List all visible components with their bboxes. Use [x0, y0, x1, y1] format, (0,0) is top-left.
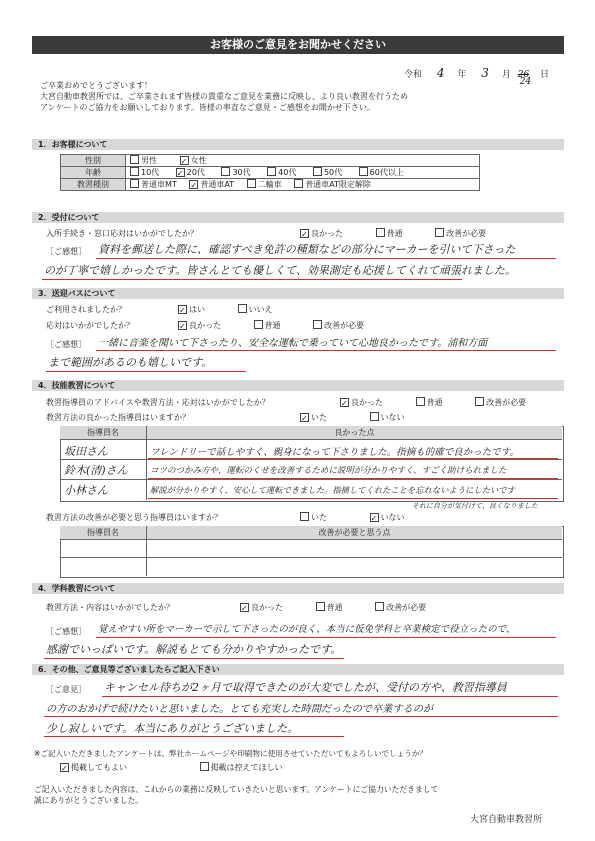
customer-info-table	[60, 154, 480, 191]
date-year-unit: 年	[457, 70, 467, 80]
divider	[60, 539, 562, 540]
checkbox-checked[interactable]: ✓	[176, 169, 184, 178]
intro-line: 大宮自動車教習所では、ご卒業されます皆様の貴重なご意見を業務に反映し、より良い教習を行うため	[40, 92, 408, 101]
bus-used-options	[178, 304, 273, 315]
other-comment-line: キャンセル待ちが2ヶ月で取得できたのが大変でしたが、受付の方や、教習指導員	[104, 681, 507, 694]
improve-points-header: 改善が必要と思う点	[147, 526, 562, 539]
good-point: 解説が分かりやすく、安心して運転できました。指摘してくれたことを忘れないようにしたいです	[150, 485, 515, 495]
bus-service-question: 応対はいかがでしたか？	[46, 321, 134, 330]
option-label: いない	[380, 513, 405, 522]
option-label: いない	[380, 413, 405, 422]
option-label: 良かった	[311, 229, 343, 238]
checkbox[interactable]	[300, 512, 309, 521]
red-underline	[42, 279, 462, 280]
checkbox[interactable]	[294, 179, 303, 188]
section-5-heading: 4．学科教習について	[32, 583, 564, 594]
option-label: いた	[311, 413, 327, 422]
checkbox[interactable]	[316, 602, 325, 611]
divider	[60, 439, 562, 440]
academic-comment-line: 感謝でいっぱいです。解説もとても分かりやすかったです。	[46, 643, 342, 656]
date-day-unit: 日	[540, 70, 550, 80]
red-underline	[44, 736, 344, 737]
page-title: お客様のご意見をお聞かせください	[32, 36, 564, 54]
option-label: 女性	[190, 156, 207, 165]
checkbox[interactable]	[254, 320, 263, 329]
option-label: 普通	[386, 229, 403, 238]
checkbox-checked[interactable]: ✓	[301, 230, 308, 239]
checkbox-checked[interactable]: ✓	[179, 322, 186, 331]
option-label: いた	[311, 513, 327, 522]
red-underline	[148, 478, 558, 479]
section-2-heading: 2．受付について	[32, 212, 564, 223]
footer-note	[34, 784, 438, 806]
reception-options	[300, 228, 486, 239]
academic-comment-line: 覚えやすい所をマーカーで示して下さったのが良く、本当に仮免学科と卒業検定で役立ったので、	[98, 624, 516, 635]
option-label: いいえ	[248, 305, 273, 314]
gender-options	[126, 155, 480, 167]
bus-service-options	[178, 320, 364, 331]
footer-line: 誠にありがとうございました。	[34, 796, 144, 805]
checkbox-checked[interactable]: ✓	[370, 514, 378, 523]
footer-line: ご記入いただきました内容は、これからの業務に反映していきたいと思います。アンケートにご協力いただきまして	[34, 785, 439, 794]
option-label: 良かった	[351, 398, 383, 407]
bus-comment-line: 一緒に音楽を聞いて下さったり、安全な運転で乗っていて心地良かったです。浦和方面	[98, 338, 488, 349]
option-label: 30代	[232, 168, 251, 177]
instructor-name: 小林さん	[64, 484, 108, 497]
red-underline	[148, 498, 558, 499]
option-label: 男性	[141, 156, 157, 165]
checkbox[interactable]	[416, 397, 425, 406]
option-label: 普通	[264, 321, 281, 330]
checkbox-checked[interactable]: ✓	[179, 306, 186, 315]
improve-instructor-question: 教習方法の改善が必要と思う指導員はいますか？	[46, 513, 222, 522]
divider	[60, 459, 562, 460]
company-name: 大宮自動車教習所	[470, 815, 543, 825]
date-day-struck: 26	[517, 70, 530, 80]
checkbox[interactable]	[221, 167, 230, 176]
age-options	[126, 167, 480, 179]
instructor-name: 鈴木(清)さん	[64, 464, 128, 477]
date-day: 24	[519, 77, 532, 87]
section-6-heading: 6．その他、ご意見等ございましたらご記入下さい	[32, 664, 564, 675]
course-type-label: 教習種別	[61, 179, 126, 191]
red-underline	[96, 637, 556, 638]
option-label: 普通車AT限定解除	[305, 180, 371, 189]
gender-label: 性別	[61, 155, 126, 167]
option-label: 二輪車	[257, 180, 282, 189]
intro-line: ご卒業おめでとうございます！	[40, 81, 152, 90]
good-point-continued: それに自分が気付けて、良くなりました	[412, 502, 538, 510]
good-point: コツのつかみ方や、運転のくせを改善するために説明が分かりやすく、すごく助けられました	[150, 466, 507, 476]
date-line	[404, 66, 550, 87]
academic-comment-label: ［ご感想］	[46, 627, 86, 636]
red-underline	[44, 658, 344, 659]
divider	[146, 526, 147, 576]
reception-comment-line: のが丁寧で嬉しかったです。皆さんとても優しくて、効果測定も応援してくれて頑張れました。	[44, 264, 516, 277]
academic-question: 教習方法・内容はいかがでしたか？	[46, 603, 174, 612]
option-label: 良かった	[251, 603, 283, 612]
date-year: 4	[436, 66, 445, 80]
good-point: フレンドリーで話しやすく、親身になって下さりました。指摘も的確で良かったです。	[150, 447, 519, 458]
intro	[40, 80, 408, 113]
option-label: 改善が必要	[486, 398, 527, 407]
consent-options	[60, 762, 283, 773]
checkbox-checked[interactable]: ✓	[341, 399, 348, 408]
checkbox[interactable]	[267, 167, 276, 176]
red-underline	[148, 458, 558, 459]
checkbox[interactable]	[376, 228, 385, 237]
option-label: 50代	[323, 168, 343, 177]
consent-question: ※ご記入いただきましたアンケートは、弊社ホームページや印刷物に使用させていただいてもよろしいでしょうか？	[34, 749, 428, 758]
bus-used-question: ご利用されましたか？	[46, 305, 126, 314]
academic-options	[240, 602, 426, 613]
checkbox[interactable]	[313, 320, 322, 329]
section-4-heading: 4．技能教習について	[32, 380, 564, 391]
red-underline	[96, 350, 556, 351]
option-label: 20代	[186, 168, 205, 177]
bus-comment-label: ［ご感想］	[46, 340, 86, 349]
date-month: 3	[481, 66, 489, 80]
checkbox-checked[interactable]: ✓	[241, 604, 248, 613]
checkbox[interactable]	[130, 179, 139, 188]
checkbox[interactable]	[475, 397, 484, 406]
option-label: 掲載は控えてほしい	[210, 763, 283, 772]
checkbox[interactable]	[313, 167, 322, 176]
checkbox[interactable]	[359, 167, 368, 176]
checkbox[interactable]	[200, 762, 209, 771]
option-label: 改善が必要	[324, 321, 365, 330]
instructor-name-header: 指導員名	[60, 426, 146, 439]
checkbox-checked[interactable]: ✓	[180, 157, 188, 166]
practical-question: 教習指導員のアドバイスや教習方法・応対はいかがでしたか？	[46, 398, 270, 407]
red-underline	[46, 371, 246, 372]
reception-comment-line: 資料を郵送した際に、確認すべき免許の種類などの部分にマーカーを引いて下さった	[98, 243, 516, 256]
practical-options	[340, 397, 526, 408]
reception-comment-label: ［ご感想］	[46, 247, 86, 256]
option-label: 良かった	[189, 321, 221, 330]
instructor-name: 坂田さん	[64, 445, 108, 458]
checkbox-checked[interactable]: ✓	[61, 764, 68, 773]
other-comment-line: の方のおかげで続けたいと思いました。とても充実した時間だったので卒業するのが	[46, 704, 434, 715]
red-underline	[96, 258, 556, 259]
section-1-heading: 1．お客様について	[32, 139, 564, 150]
option-label: 40代	[278, 168, 297, 177]
good-instructor-options	[300, 412, 405, 423]
checkbox[interactable]	[130, 167, 139, 176]
red-underline	[102, 696, 558, 697]
checkbox[interactable]	[130, 155, 139, 164]
intro-line: アンケートのご協力をお願いしております。皆様の率直なご意見・ご感想をお聞かせ下さい。	[40, 103, 375, 112]
option-label: 普通	[326, 603, 343, 612]
option-label: 改善が必要	[386, 603, 427, 612]
option-label: 60代以上	[369, 168, 404, 177]
other-comment-label: ［ご意見］	[46, 685, 86, 694]
date-era: 令和	[404, 70, 423, 80]
option-label: 10代	[141, 168, 160, 177]
other-comment-line: 少し寂しいです。本当にありがとうございました。	[46, 722, 299, 735]
checkbox-checked[interactable]: ✓	[301, 414, 308, 423]
section-3-heading: 3．送迎バスについて	[32, 288, 564, 299]
checkbox[interactable]	[247, 179, 256, 188]
checkbox[interactable]	[435, 228, 444, 237]
good-instructor-question: 教習方法の良かった指導員はいますか？	[46, 413, 190, 422]
option-label: 普通車AT	[200, 180, 235, 189]
divider	[146, 426, 147, 500]
option-label: 掲載してもよい	[71, 763, 127, 772]
date-month-unit: 月	[501, 70, 511, 80]
instructor-name-header: 指導員名	[60, 526, 146, 539]
good-points-header: 良かった点	[147, 426, 562, 439]
option-label: 普通車MT	[141, 180, 177, 189]
divider	[60, 479, 562, 480]
course-type-options	[126, 179, 480, 191]
option-label: 普通	[426, 398, 443, 407]
checkbox[interactable]	[238, 304, 247, 313]
option-label: はい	[189, 305, 205, 314]
bus-comment-line: まで範囲があるのも嬉しいです。	[48, 356, 213, 369]
improve-instructor-options	[300, 512, 405, 523]
checkbox[interactable]	[375, 602, 384, 611]
red-underline	[44, 716, 558, 717]
checkbox[interactable]	[370, 412, 379, 421]
divider	[60, 557, 562, 558]
age-label: 年齢	[61, 167, 126, 179]
reception-question: 入所手続き・窓口応対はいかがでしたか？	[46, 229, 198, 238]
checkbox-checked[interactable]: ✓	[190, 181, 198, 190]
option-label: 改善が必要	[446, 229, 487, 238]
